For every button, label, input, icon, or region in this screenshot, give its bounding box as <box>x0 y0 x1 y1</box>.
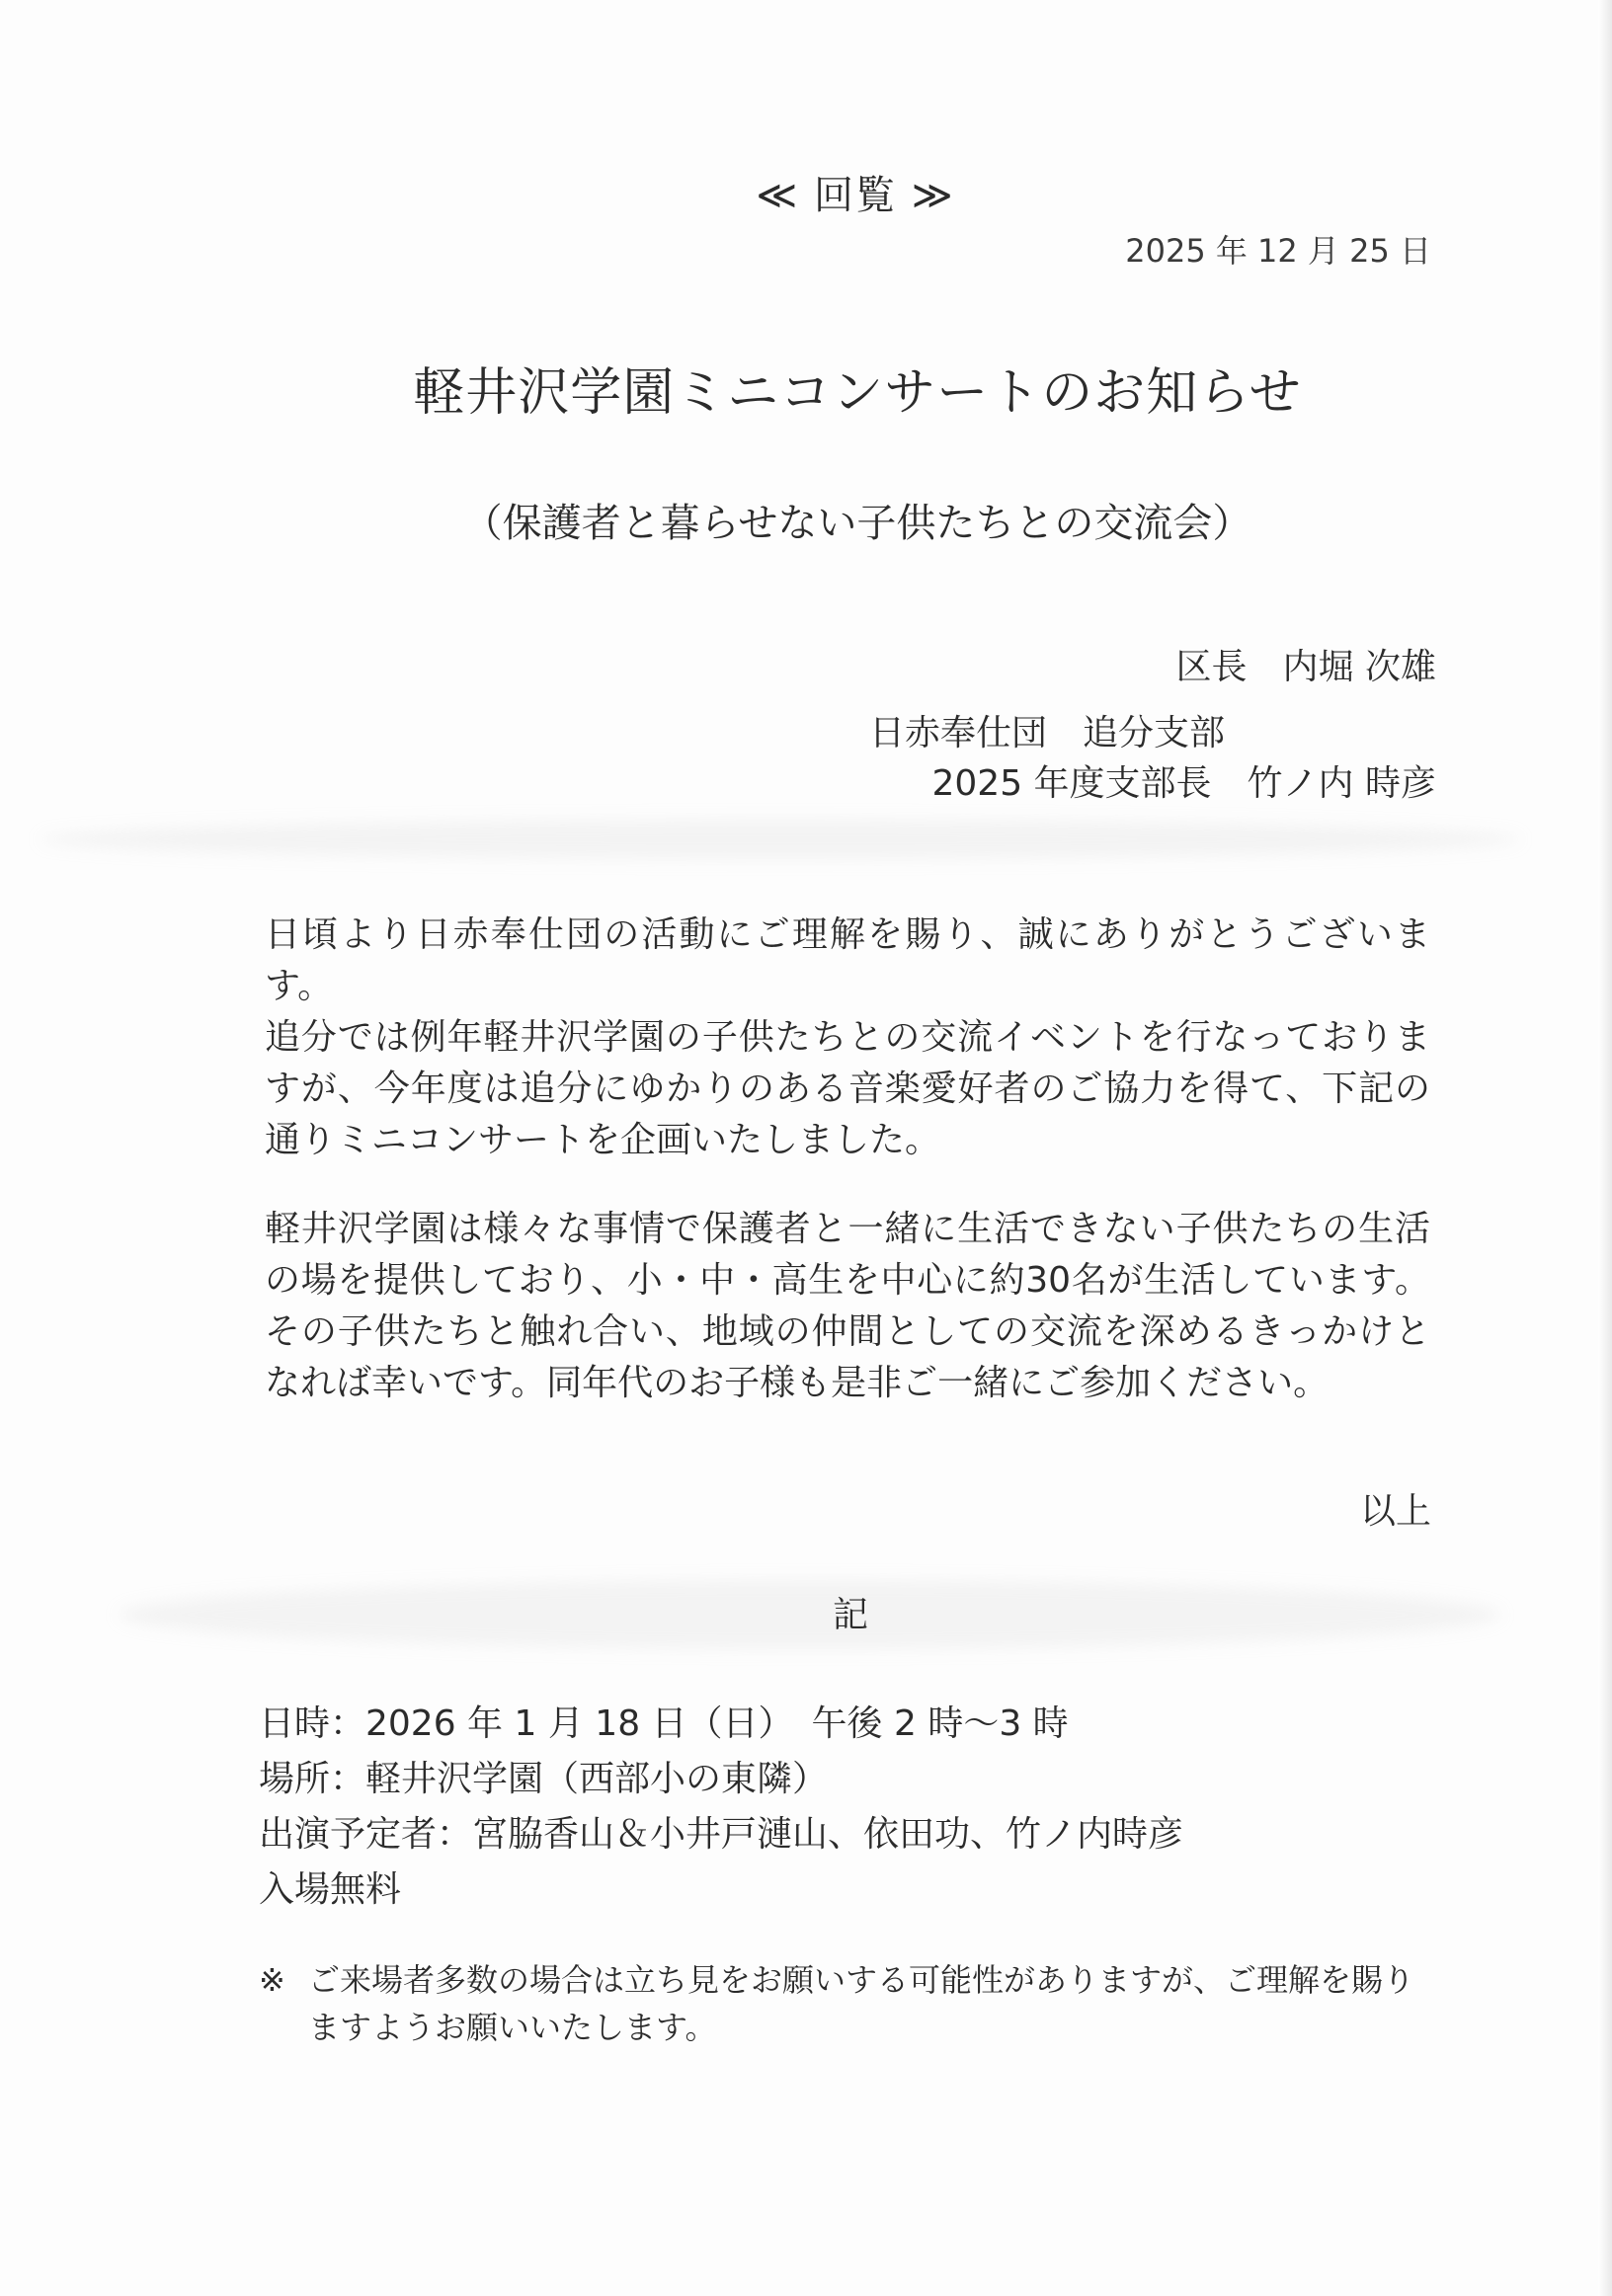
issue-date: 2025 年 12 月 25 日 <box>1125 232 1431 270</box>
record-heading: 記 <box>833 1595 869 1635</box>
body-paragraph-description: 軽井沢学園は様々な事情で保護者と一緒に生活できない子供たちの生活の場を提供しており、小・中・高生を中心に約30名が生活しています。その子供たちと触れ合い、地域の仲間としての交流を深めるきっかけとなれば幸いです。同年代のお子様も是非ご一緒にご参加ください。 <box>265 1209 1430 1403</box>
footnote-text: ご来場者多数の場合は立ち見をお願いする可能性がありますが、ご理解を賜りますようお願いいたします。 <box>308 1961 1415 2046</box>
sender-organization: 日赤奉仕団 追分支部 <box>869 713 1226 753</box>
note-mark-icon: ※ <box>259 1961 285 1999</box>
event-datetime: 日時：2026 年 1 月 18 日（日） 午後 2 時～3 時 <box>259 1703 1069 1744</box>
sender-branch-head: 2025 年度支部長 竹ノ内 時彦 <box>931 763 1436 804</box>
closing-mark: 以上 <box>1359 1491 1431 1532</box>
event-place: 場所：軽井沢学園（西部小の東隣） <box>259 1759 829 1799</box>
event-details <box>259 1697 1183 1918</box>
scan-edge-shadow <box>1598 0 1612 2296</box>
scan-smudge <box>40 820 1521 859</box>
sender-district-head: 区長 内堀 次雄 <box>1175 647 1436 687</box>
notice-title: 軽井沢学園ミニコンサートのお知らせ <box>413 363 1302 423</box>
notice-subtitle: （保護者と暮らせない子供たちとの交流会） <box>462 501 1252 546</box>
event-admission: 入場無料 <box>259 1869 402 1910</box>
footnote <box>259 1956 1424 2051</box>
event-performers: 出演予定者：宮脇香山＆小井戸漣山、依田功、竹ノ内時彦 <box>259 1814 1184 1855</box>
circulation-heading: ≪ 回覧 ≫ <box>756 173 955 218</box>
body-paragraph-greeting: 日頃より日赤奉仕団の活動にご理解を賜り、誠にありがとうございます。 追分では例年軽井沢学園の子供たちとの交流イベントを行なっておりますが、今年度は追分にゆかりのある音楽愛好者のご協力を得て、下記の通りミニコンサートを企画いたしました。 <box>265 914 1430 1160</box>
scan-smudge <box>119 1580 1501 1649</box>
